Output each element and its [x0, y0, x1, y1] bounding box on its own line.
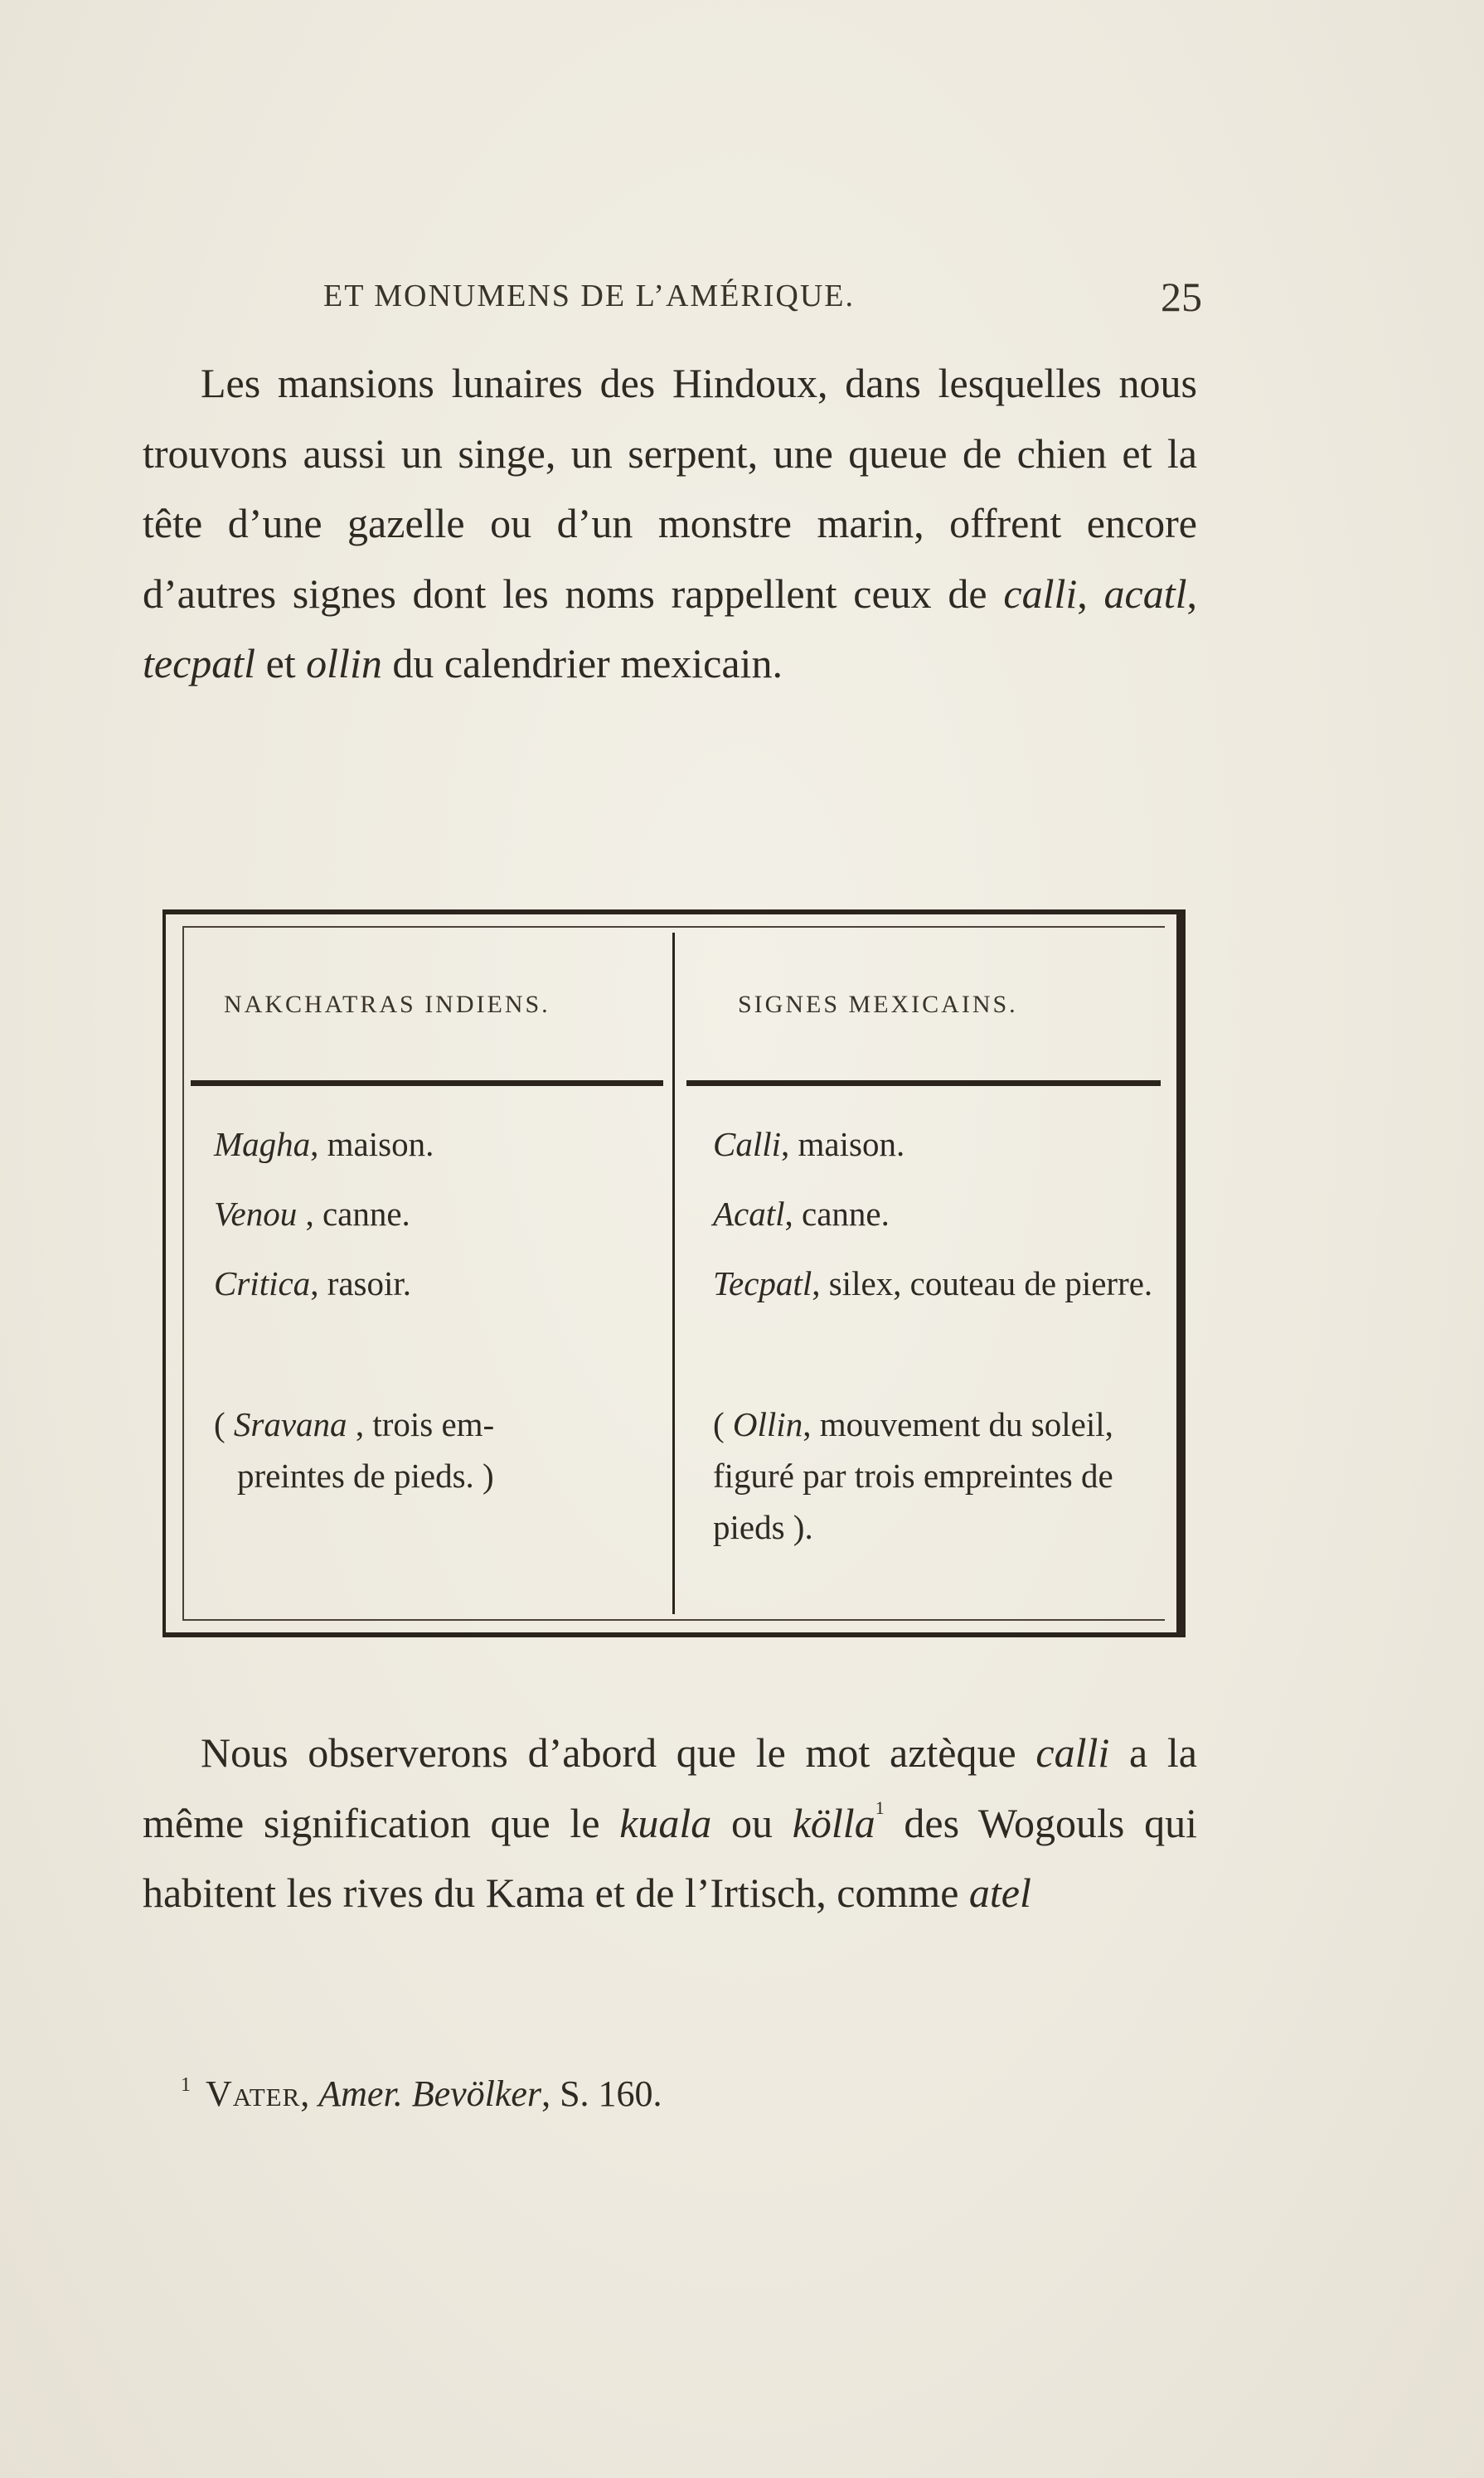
page-number: 25: [1161, 274, 1202, 320]
gloss: , maison.: [310, 1125, 434, 1163]
footnote-reference[interactable]: 1: [875, 1797, 885, 1818]
gloss: , rasoir.: [310, 1264, 412, 1302]
running-title: ET MONUMENS DE L’AMÉRIQUE.: [323, 279, 855, 313]
footnote-author: Vater: [206, 2073, 301, 2114]
paragraph-text: a la même signification que le: [143, 1729, 1197, 1846]
term-kuala: kuala: [619, 1799, 712, 1846]
table-cell-tecpatl: [713, 1258, 1161, 1309]
gloss: , silex, couteau de pierre.: [812, 1264, 1153, 1302]
footnote-citation: , S. 160.: [541, 2073, 662, 2114]
term-calli: calli: [1003, 570, 1078, 617]
footnote-mark: 1: [181, 2074, 191, 2096]
table-cell-acatl: [713, 1188, 1161, 1239]
paren: (: [214, 1405, 234, 1443]
table-cell-calli: [713, 1118, 1161, 1170]
header-nakchatras: NAKCHATRAS INDIENS.: [224, 991, 550, 1018]
term-calli: calli: [1035, 1729, 1110, 1776]
paragraph-text: ou: [711, 1799, 793, 1846]
term: Ollin: [732, 1405, 803, 1443]
gloss: , canne.: [784, 1195, 890, 1233]
table-cell-magha: [214, 1118, 645, 1170]
term-atel: atel: [968, 1869, 1031, 1916]
comparison-table: [162, 909, 1186, 1637]
gloss: , maison.: [781, 1125, 905, 1163]
table-cell-venou: [214, 1188, 645, 1239]
header-rule-left: [191, 1080, 663, 1086]
header-rule-right: [686, 1080, 1161, 1086]
gloss: , canne.: [297, 1195, 410, 1233]
term: Sravana: [233, 1405, 347, 1443]
footnote-title: Amer. Bevölker: [318, 2073, 542, 2114]
header-signes: SIGNES MEXICAINS.: [738, 991, 1018, 1018]
paragraph-observations: [143, 1718, 1197, 1928]
paragraph-mansions: [143, 348, 1197, 699]
term-kolla: kölla: [792, 1799, 875, 1846]
paragraph-text: du calendrier mexicain.: [381, 640, 783, 686]
separator: ,: [1186, 570, 1197, 617]
table-cell-critica: [214, 1258, 645, 1309]
term-ollin: ollin: [306, 640, 382, 686]
table-cell-ollin: [713, 1399, 1161, 1553]
term-acatl: acatl: [1103, 570, 1187, 617]
column-divider: [672, 933, 675, 1614]
footnote: [181, 2073, 662, 2115]
paragraph-text: Les mansions lunaires des Hindoux, dans lesquelles nous trouvons aussi un singe, un serpent, une queue de chien et la tête d’une gazelle ou d’un monstre marin, offrent encore d’autres signes dont les noms rappellent ceux de: [143, 360, 1197, 617]
separator: ,: [1077, 570, 1104, 617]
paren: (: [713, 1405, 733, 1443]
running-head: [323, 274, 1202, 327]
gloss-continuation: preintes de pieds. ): [237, 1457, 494, 1495]
separator: ,: [300, 2073, 319, 2114]
term: Critica: [214, 1264, 311, 1302]
term: Tecpatl: [713, 1264, 812, 1302]
paragraph-text: des Wogouls qui habitent les rives du Kama et de l’Irtisch, comme: [143, 1799, 1197, 1916]
table-cell-sravana: [214, 1399, 645, 1501]
term: Magha: [214, 1125, 311, 1163]
separator: et: [255, 640, 307, 686]
term: Acatl: [713, 1195, 785, 1233]
term-tecpatl: tecpatl: [143, 640, 256, 686]
term: Venou: [214, 1195, 298, 1233]
gloss: , trois em-: [347, 1405, 495, 1443]
gloss: , mouvement du soleil, figuré par trois empreintes de pieds ).: [713, 1405, 1113, 1546]
paragraph-text: Nous observerons d’abord que le mot aztèque: [201, 1729, 1036, 1776]
term: Calli: [713, 1125, 782, 1163]
